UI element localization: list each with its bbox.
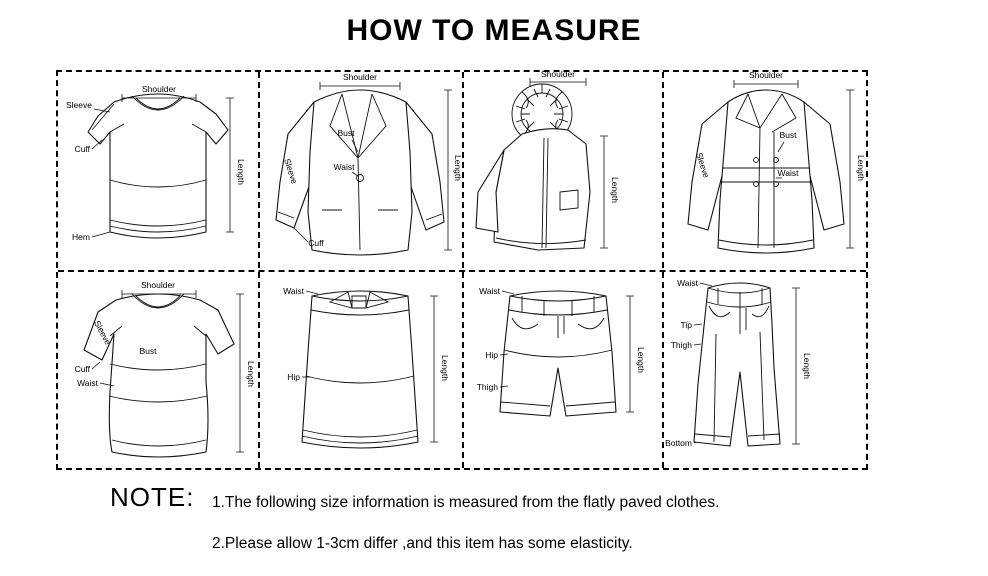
label-waist: Waist [333, 162, 355, 172]
label-sleeve: Sleeve [66, 100, 92, 110]
label-hip: Hip [287, 372, 300, 382]
label-shoulder: Shoulder [140, 280, 176, 290]
diagram-tshirt [58, 72, 258, 270]
label-sleeve: Sleeve [92, 318, 114, 347]
diagram-blazer [260, 72, 463, 270]
label-waist: Waist [283, 286, 304, 296]
label-cuff: Cuff [74, 364, 90, 374]
label-waist: Waist [777, 168, 799, 178]
label-length: Length [236, 159, 246, 185]
page-title: HOW TO MEASURE [346, 14, 642, 47]
label-length: Length [440, 355, 450, 381]
measurement-grid [56, 70, 868, 470]
label-length: Length [246, 361, 256, 387]
label-length: Length [610, 177, 620, 203]
label-shoulder: Shoulder [540, 69, 576, 79]
diagram-dress [58, 272, 258, 468]
label-length: Length [802, 353, 812, 379]
note-label: NOTE: [110, 482, 195, 512]
label-hem: Hem [72, 232, 90, 242]
label-shoulder: Shoulder [141, 84, 177, 94]
label-waist: Waist [677, 278, 698, 288]
label-hip: Hip [485, 350, 498, 360]
label-shoulder: Shoulder [748, 70, 784, 80]
diagram-skirt [260, 272, 460, 468]
label-sleeve: Sleeve [282, 157, 300, 185]
label-bust: Bust [337, 128, 355, 138]
label-waist: Waist [479, 286, 500, 296]
label-waist: Waist [77, 378, 98, 388]
label-cuff: Cuff [74, 144, 90, 154]
diagram-trench-coat [664, 72, 866, 270]
label-bust: Bust [139, 346, 157, 356]
label-bottom: Bottom [665, 438, 692, 448]
diagram-fur-hood-coat [464, 69, 662, 270]
label-thigh: Thigh [476, 382, 498, 392]
label-thigh: Thigh [670, 340, 692, 350]
label-bust: Bust [779, 130, 797, 140]
label-length: Length [636, 347, 646, 373]
label-length: Length [453, 155, 463, 181]
diagram-pants [664, 272, 866, 468]
diagram-shorts [464, 272, 662, 468]
label-cuff: Cuff [308, 238, 324, 248]
note-line-1: 1.The following size information is measured from the flatly paved clothes. [212, 494, 720, 511]
label-shoulder: Shoulder [342, 72, 378, 82]
note-line-2: 2.Please allow 1-3cm differ ,and this item has some elasticity. [212, 535, 633, 552]
label-length: Length [856, 155, 866, 181]
label-tip: Tip [680, 320, 692, 330]
label-sleeve: Sleeve [694, 151, 712, 179]
